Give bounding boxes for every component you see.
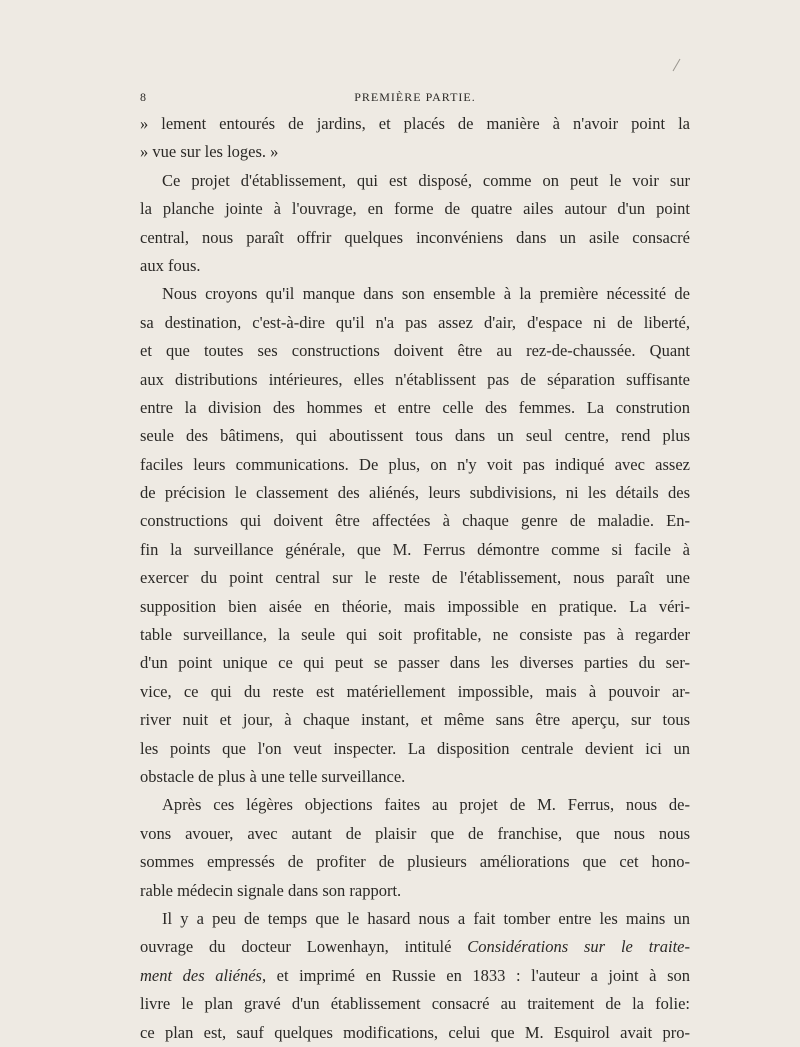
- running-title: PREMIÈRE PARTIE.: [354, 90, 476, 104]
- text-line: » lement entourés de jardins, et placés de manière à n'avoir point la: [140, 114, 690, 133]
- text-line: Ce projet d'établissement, qui est disposé, comme on peut le voir sur: [162, 170, 690, 190]
- text-segment: ouvrage du docteur Lowenhayn, intitulé: [140, 937, 468, 957]
- text-line: et que toutes ses constructions doivent être au rez-de-chaussée. Quant: [140, 341, 690, 361]
- text-line: table surveillance, la seule qui soit profitable, ne consiste pas à regarder: [140, 625, 690, 645]
- text-line: la planche jointe à l'ouvrage, en forme de quatre ailes autour d'un point: [140, 199, 690, 219]
- text-segment: , et imprimé en Russie en 1833 : l'auteur a joint à son: [261, 965, 690, 985]
- text-line: faciles leurs communications. De plus, on n'y voit pas indiqué avec assez: [140, 454, 690, 474]
- text-line: [140, 933, 690, 961]
- text-line: vons avouer, avec autant de plaisir que de franchise, que nous nous: [140, 823, 690, 843]
- text-line: [140, 962, 690, 990]
- text-line: entre la division des hommes et entre celle des femmes. La constrution: [140, 397, 690, 417]
- text-line: Il y a peu de temps que le hasard nous a fait tomber entre les mains un: [162, 908, 690, 928]
- italic-title-segment: Considérations sur le traite-: [467, 937, 690, 957]
- text-line: aux fous.: [140, 255, 201, 275]
- text-line: central, nous paraît offrir quelques inconvéniens dans un asile consacré: [140, 227, 690, 247]
- running-head: [140, 90, 690, 108]
- page-number: 8: [140, 90, 147, 104]
- text-line: d'un point unique ce qui peut se passer dans les diverses parties du ser-: [140, 653, 690, 673]
- ink-mark: [673, 59, 681, 72]
- text-line: sommes empressés de profiter de plusieurs améliorations que cet hono-: [140, 852, 690, 872]
- body-text: [140, 110, 690, 1047]
- text-line: livre le plan gravé d'un établissement consacré au traitement de la folie:: [140, 994, 690, 1014]
- italic-title-segment: ment des aliénés: [140, 965, 262, 985]
- text-line: seule des bâtimens, qui aboutissent tous dans un seul centre, rend plus: [140, 426, 690, 446]
- text-line: sa destination, c'est-à-dire qu'il n'a pas assez d'air, d'espace ni de liberté,: [140, 312, 690, 332]
- text-line: constructions qui doivent être affectées à chaque genre de maladie. En-: [140, 511, 690, 531]
- text-line: Nous croyons qu'il manque dans son ensemble à la première nécessité de: [162, 284, 690, 304]
- text-line: vice, ce qui du reste est matériellement impossible, mais à pouvoir ar-: [140, 681, 690, 701]
- text-line: les points que l'on veut inspecter. La disposition centrale devient ici un: [140, 738, 690, 758]
- text-line: de précision le classement des aliénés, leurs subdivisions, ni les détails des: [140, 483, 690, 503]
- text-line: exercer du point central sur le reste de l'établissement, nous paraît une: [140, 568, 690, 588]
- text-line: » vue sur les loges. »: [140, 142, 279, 162]
- text-line: ce plan est, sauf quelques modifications, celui que M. Esquirol avait pro-: [140, 1022, 690, 1042]
- text-line: fin la surveillance générale, que M. Ferrus démontre comme si facile à: [140, 539, 690, 559]
- text-line: obstacle de plus à une telle surveillance.: [140, 766, 406, 786]
- text-line: Après ces légères objections faites au projet de M. Ferrus, nous de-: [162, 795, 690, 815]
- text-line: supposition bien aisée en théorie, mais impossible en pratique. La véri-: [140, 596, 690, 616]
- text-line: aux distributions intérieures, elles n'établissent pas de séparation suffisante: [140, 369, 690, 389]
- text-line: river nuit et jour, à chaque instant, et même sans être aperçu, sur tous: [140, 710, 690, 730]
- text-line: rable médecin signale dans son rapport.: [140, 880, 402, 900]
